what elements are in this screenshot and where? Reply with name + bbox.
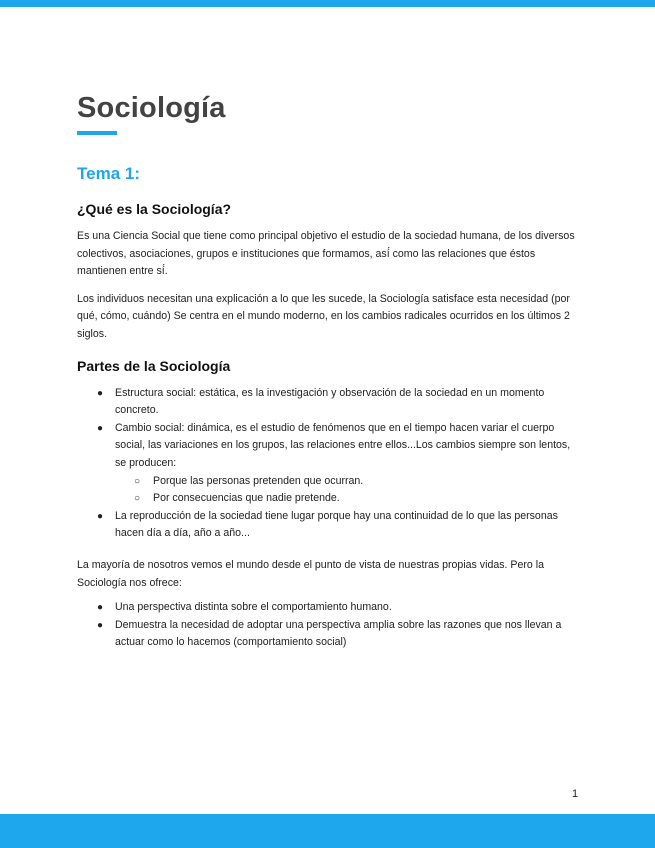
section-heading: Tema 1:	[77, 164, 140, 183]
bullet-icon: ●	[97, 619, 104, 631]
document-body	[77, 88, 577, 652]
list-item	[77, 617, 577, 652]
list-item-text: Estructura social: estática, es la investigación y observación de la sociedad en un momento concreto.	[115, 386, 545, 417]
sub-list-item-text: Por consecuencias que nadie pretende.	[153, 492, 340, 505]
parts-list	[77, 385, 577, 543]
document-title: Sociología	[77, 92, 226, 124]
bullet-icon: ●	[97, 422, 104, 434]
offers-list	[77, 599, 577, 652]
sub-list-item-text: Porque las personas pretenden que ocurran.	[153, 474, 364, 487]
bullet-icon: ●	[97, 602, 104, 614]
subheading-que-es: ¿Qué es la Sociología?	[77, 201, 232, 217]
sub-list-item	[115, 490, 577, 508]
subheading-partes: Partes de la Sociología	[77, 357, 231, 374]
paragraph: Es una Ciencia Social que tiene como principal objetivo el estudio de la sociedad humana, de los diversos colectivos, asociaciones, grupos e instituciones que formamos, así́ como las relaciones que éstos mantienen entre sí́.	[77, 230, 575, 278]
list-item	[77, 385, 577, 420]
list-item	[77, 420, 577, 508]
list-item	[77, 599, 577, 617]
title-underline	[77, 131, 117, 135]
paragraph: La mayoría de nosotros vemos el mundo desde el punto de vista de nuestras propias vidas. Pero la Sociología nos ofrece:	[77, 558, 544, 589]
list-item-text: Cambio social: dinámica, es el estudio de fenómenos que en el tiempo hacen variar el cuerpo social, las variaciones en los grupos, las relaciones entre ellos...Los cambios siempre son lentos, se producen:	[115, 421, 571, 469]
sub-list-item	[115, 473, 577, 491]
bullet-icon: ●	[97, 387, 104, 399]
list-item-text: Una perspectiva distinta sobre el comportamiento humano.	[115, 601, 392, 614]
page-number: 1	[572, 788, 579, 800]
hollow-bullet-icon: ○	[134, 493, 141, 505]
top-accent-bar	[0, 0, 655, 7]
sub-list	[115, 473, 577, 508]
bullet-icon: ●	[97, 510, 104, 522]
paragraph: Los individuos necesitan una explicación a lo que les sucede, la Sociología satisface esta necesidad (por qué, cómo, cuándo) Se centra en el mundo moderno, en los cambios radicales ocurridos en los últimos 2 siglos.	[77, 292, 570, 340]
hollow-bullet-icon: ○	[134, 475, 141, 487]
list-item-text: Demuestra la necesidad de adoptar una perspectiva amplia sobre las razones que nos llevan a actuar como lo hacemos (comportamiento social)	[115, 618, 562, 649]
list-item	[77, 508, 577, 543]
bottom-accent-bar	[0, 814, 655, 848]
list-item-text: La reproducción de la sociedad tiene lugar porque hay una continuidad de lo que las personas hacen día a día, año a año...	[115, 509, 558, 540]
